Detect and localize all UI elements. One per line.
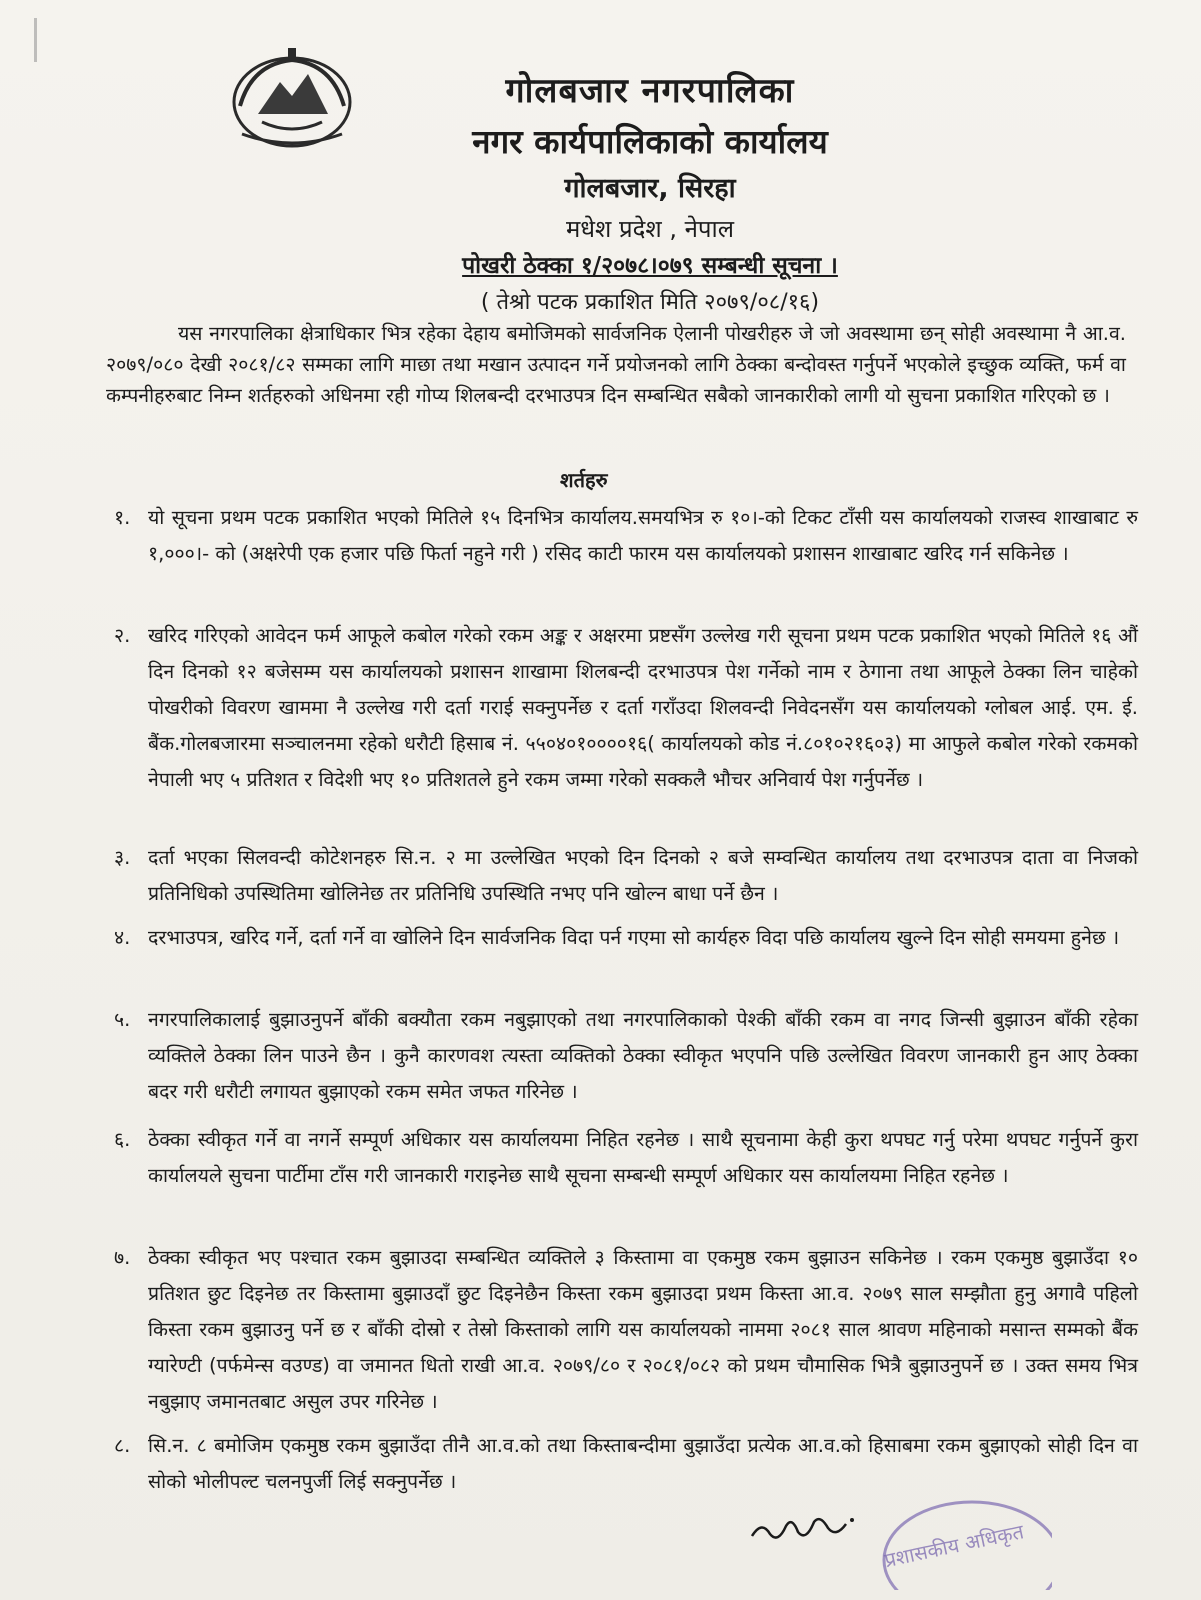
condition-text: ठेक्का स्वीकृत गर्ने वा नगर्ने सम्पूर्ण अधिकार यस कार्यालयमा निहित रहनेछ । साथै सूचनामा केही कुरा थपघट गर्नु परेमा थपघट गर्नुपर्ने कुरा कार्यालयले सुचना पार्टीमा टाँस गरी जानकारी गराइनेछ साथै सूचना सम्बन्धी सम्पूर्ण अधिकार यस कार्यालयमा निहित रहनेछ । [148, 1128, 1138, 1187]
condition-number: १. [114, 506, 131, 529]
condition-number: २. [114, 624, 131, 647]
condition-number: ४. [114, 926, 131, 949]
signature-icon [748, 1508, 858, 1548]
publication-date: ( तेश्रो पटक प्रकाशित मिति २०७९/०८/१६) [480, 290, 820, 315]
condition-text: ठेक्का स्वीकृत भए पश्चात रकम बुझाउदा सम्बन्धित व्यक्तिले ३ किस्तामा वा एकमुष्ठ रकम बुझाउन सकिनेछ । रकम एकमुष्ठ बुझाउँदा १० प्रतिशत छुट दिइनेछ तर किस्तामा बुझाउदाँ छुट दिइनेछैन किस्ता रकम बुझाउदा प्रथम किस्ता आ.व. २०७९ साल सम्झौता हुनु अगावै पहिलो किस्ता रकम बुझाउनु पर्ने छ र बाँकी दोस्रो र तेस्रो किस्ताको लागि यस कार्यालयको नाममा २०८१ साल श्रावण महिनाको मसान्त सम्मको बैंक ग्यारेण्टी (पर्फमेन्स वउण्ड) वा जमानत धितो राखी आ.व. २०७९/८० र २०८१/०८२ को प्रथम चौमासिक भित्रै बुझाउनुपर्ने छ । उक्त समय भित्र नबुझाए जमानतबाट असुल उपर गरिनेछ । [148, 1246, 1138, 1413]
intro-paragraph: यस नगरपालिका क्षेत्राधिकार भित्र रहेका देहाय बमोजिमको सार्वजनिक ऐलानी पोखरीहरु जे जो अवस्थामा छन् सोही अवस्थामा नै आ.व. २०७९/०८० देखी २०८१/८२ सम्मका लागि माछा तथा मखान उत्पादन गर्ने प्रयोजनको लागि ठेक्का बन्दोवस्त गर्नुपर्ने भएकोले इच्छुक व्यक्ति, फर्म वा कम्पनीहरुबाट निम्न शर्तहरुको अधिनमा रही गोप्य शिलबन्दी दरभाउपत्र दिन सम्बन्धित सबैको जानकारीको लागी यो सुचना प्रकाशित गरिएको छ । [106, 322, 1126, 407]
condition-text: दरभाउपत्र, खरिद गर्ने, दर्ता गर्ने वा खोलिने दिन सार्वजनिक विदा पर्न गएमा सो कार्यहरु विदा पछि कार्यालय खुल्ने दिन सोही समयमा हुनेछ । [148, 926, 1120, 949]
office-location: गोलबजार, सिरहा [564, 173, 736, 204]
condition-text: सि.न. ८ बमोजिम एकमुष्ठ रकम बुझाउँदा तीनै आ.व.को तथा किस्ताबन्दीमा बुझाउँदा प्रत्येक आ.व.को हिसाबमा रकम बुझाएको सोही दिन वा सोको भोलीपल्ट चलनपुर्जी लिई सक्नुपर्नेछ । [148, 1434, 1138, 1493]
office-name: नगर कार्यपालिकाको कार्यालय [472, 122, 828, 161]
condition-number: ३. [114, 846, 131, 869]
condition-number: ६. [114, 1128, 131, 1151]
condition-number: ५. [114, 1008, 131, 1031]
condition-number: ८. [114, 1434, 131, 1457]
province-country: मधेश प्रदेश , नेपाल [565, 215, 735, 243]
condition-text: यो सूचना प्रथम पटक प्रकाशित भएको मितिले १५ दिनभित्र कार्यालय.समयभित्र रु १०।-को टिकट टाँसी यस कार्यालयको राजस्व शाखाबाट रु १,०००।- को (अक्षरेपी एक हजार पछि फिर्ता नहुने गरी ) रसिद काटी फारम यस कार्यालयको प्रशासन शाखाबाट खरिद गर्न सकिनेछ । [148, 506, 1138, 565]
conditions-heading: शर्तहरु [560, 468, 608, 492]
condition-number: ७. [114, 1246, 131, 1269]
notice-title: पोखरी ठेक्का १/२०७८।०७९ सम्बन्धी सूचना । [462, 253, 838, 279]
condition-text: नगरपालिकालाई बुझाउनुपर्ने बाँकी बक्यौता रकम नबुझाएको तथा नगरपालिकाको पेश्की बाँकी रकम वा नगद जिन्सी बुझाउन बाँकी रहेका व्यक्तिले ठेक्का लिन पाउने छैन । कुनै कारणवश त्यस्ता व्यक्तिको ठेक्का स्वीकृत भएपनि पछि उल्लेखित विवरण जानकारी हुन आए ठेक्का बदर गरी धरौटी लगायत बुझाएको रकम समेत जफत गरिनेछ । [148, 1008, 1138, 1103]
condition-text: खरिद गरिएको आवेदन फर्म आफूले कबोल गरेको रकम अङ्क र अक्षरमा प्रष्टसँग उल्लेख गरी सूचना प्रथम पटक प्रकाशित भएको मितिले १६ औं दिन दिनको १२ बजेसम्म यस कार्यालयको प्रशासन शाखामा शिलबन्दी दरभाउपत्र पेश गर्नेको नाम र ठेगाना तथा आफूले ठेक्का लिन चाहेको पोखरीको विवरण खाममा नै उल्लेख गरी दर्ता गराई सक्नुपर्नेछ र दर्ता गराँउदा शिलवन्दी निवेदनसँग यस कार्यालयको ग्लोबल आई. एम. ई. बैंक.गोलबजारमा सञ्चालनमा रहेको धरौटी हिसाब नं. ५५०४०१००००१६( कार्यालयको कोड नं.८०१०२१६०३) मा आफुले कबोल गरेको रकमको नेपाली भए ५ प्रतिशत र विदेशी भए १० प्रतिशतले हुने रकम जम्मा गरेको सक्कलै भौचर अनिवार्य पेश गर्नुपर्नेछ । [148, 624, 1138, 791]
official-stamp-icon [862, 1480, 1052, 1590]
scan-edge-mark [34, 18, 37, 62]
condition-text: दर्ता भएका सिलवन्दी कोटेशनहरु सि.न. २ मा उल्लेखित भएको दिन दिनको २ बजे सम्वन्धित कार्यालय तथा दरभाउपत्र दाता वा निजको प्रतिनिधिको उपस्थितिमा खोलिनेछ तर प्रतिनिधि उपस्थिति नभए पनि खोल्न बाधा पर्ने छैन । [148, 846, 1138, 905]
municipality-name: गोलबजार नगरपालिका [505, 71, 795, 111]
svg-text:प्रशासकीय अधिकृत: प्रशासकीय अधिकृत [882, 1519, 1026, 1573]
